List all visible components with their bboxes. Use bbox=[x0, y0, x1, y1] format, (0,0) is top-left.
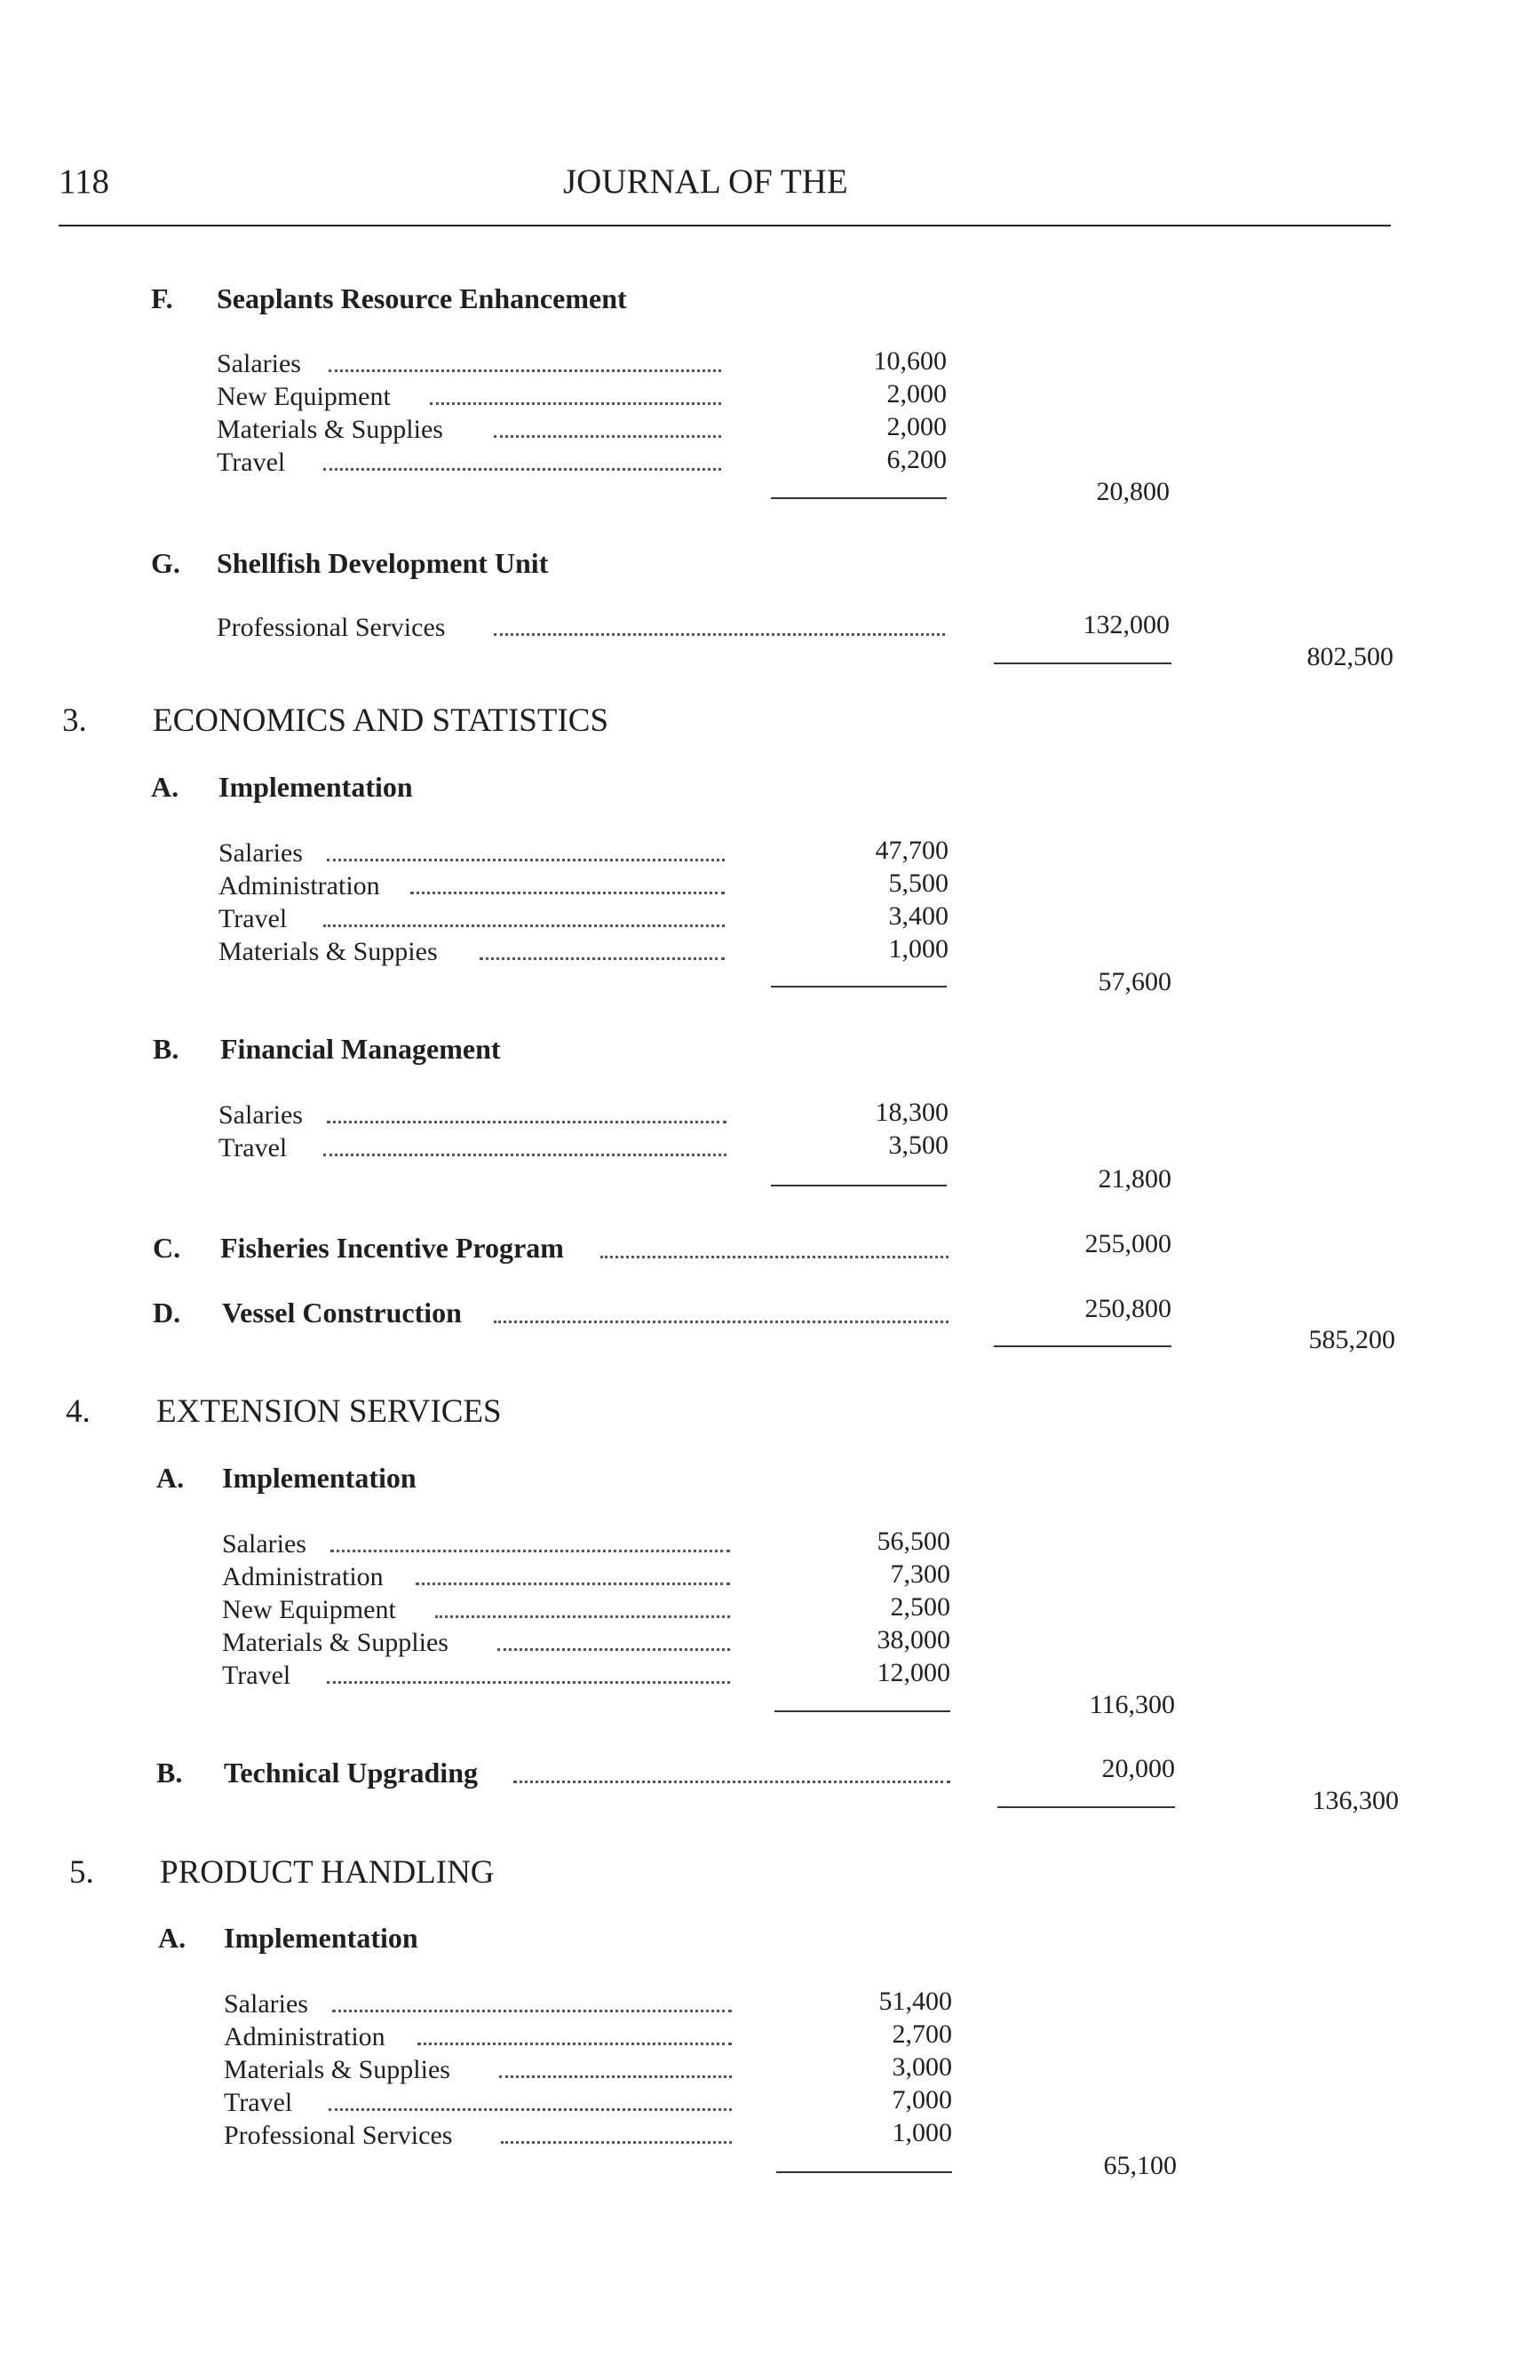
line-item bbox=[224, 2088, 301, 2118]
item-amount: 3,500 bbox=[888, 1130, 949, 1160]
subsection-letter: B. bbox=[156, 1757, 183, 1789]
item-label: Travel bbox=[218, 904, 296, 934]
subsection-title bbox=[224, 1757, 487, 1789]
item-amount: 1,000 bbox=[892, 2118, 952, 2147]
dot-leader bbox=[499, 2072, 732, 2078]
subtotal-rule bbox=[771, 986, 947, 988]
item-amount: 2,000 bbox=[886, 412, 947, 441]
dot-leader bbox=[417, 2039, 732, 2045]
item-amount: 47,700 bbox=[875, 836, 949, 865]
line-item bbox=[224, 2121, 461, 2151]
section-number: 5. bbox=[69, 1854, 94, 1891]
subsection-title bbox=[220, 1232, 573, 1265]
dot-leader bbox=[430, 399, 721, 405]
subsection-title bbox=[222, 1297, 471, 1329]
subtotal-amount: 116,300 bbox=[1089, 1690, 1175, 1719]
section-total: 585,200 bbox=[1308, 1325, 1395, 1354]
line-item bbox=[217, 349, 310, 379]
dot-leader bbox=[494, 432, 721, 438]
line-item bbox=[217, 415, 452, 445]
section-title: PRODUCT HANDLING bbox=[160, 1854, 495, 1891]
item-amount: 5,500 bbox=[888, 869, 949, 898]
item-amount: 7,300 bbox=[890, 1559, 950, 1589]
subtotal-rule bbox=[771, 497, 947, 499]
subsection-title-text: Vessel Construction bbox=[222, 1297, 471, 1329]
dot-leader bbox=[323, 464, 721, 471]
item-label: Travel bbox=[217, 448, 294, 478]
item-label: Administration bbox=[222, 1562, 393, 1592]
section-total: 802,500 bbox=[1306, 642, 1393, 671]
line-item bbox=[217, 382, 400, 412]
dot-leader bbox=[480, 954, 725, 960]
item-label: Salaries bbox=[218, 838, 312, 869]
dot-leader bbox=[327, 1678, 730, 1684]
item-amount: 20,000 bbox=[1101, 1754, 1175, 1783]
dot-leader bbox=[329, 2105, 732, 2111]
item-label: Professional Services bbox=[217, 613, 454, 643]
header-rule bbox=[59, 225, 1391, 226]
running-title: JOURNAL OF THE bbox=[563, 163, 848, 201]
dot-leader bbox=[330, 1546, 730, 1552]
item-label: Administration bbox=[224, 2022, 394, 2052]
item-label: Travel bbox=[222, 1661, 299, 1691]
item-label: Administration bbox=[218, 871, 389, 901]
subsection-title-text: Technical Upgrading bbox=[224, 1757, 487, 1789]
line-item bbox=[218, 871, 389, 901]
dot-leader bbox=[416, 1579, 730, 1585]
dot-leader bbox=[410, 888, 725, 894]
item-amount: 10,600 bbox=[873, 346, 947, 376]
subsection-heading-f bbox=[151, 282, 173, 315]
item-label: Travel bbox=[224, 2088, 301, 2118]
dot-leader bbox=[494, 1317, 949, 1323]
line-item bbox=[222, 1661, 299, 1691]
item-label: Salaries bbox=[217, 349, 310, 379]
subsection-letter: D. bbox=[153, 1297, 181, 1329]
item-amount: 18,300 bbox=[875, 1098, 949, 1127]
line-item bbox=[224, 2055, 459, 2085]
section-title: ECONOMICS AND STATISTICS bbox=[153, 702, 609, 739]
subtotal-amount: 21,800 bbox=[1098, 1164, 1171, 1194]
section-title: EXTENSION SERVICES bbox=[156, 1393, 502, 1430]
subtotal-amount: 57,600 bbox=[1098, 967, 1171, 996]
item-amount: 2,700 bbox=[892, 2019, 952, 2049]
line-item bbox=[222, 1562, 393, 1592]
item-label: Salaries bbox=[222, 1529, 315, 1559]
item-label: Materials & Suppies bbox=[218, 937, 447, 967]
item-amount: 2,500 bbox=[890, 1592, 950, 1622]
subsection-title: Implementation bbox=[222, 1462, 417, 1494]
item-amount: 3,000 bbox=[892, 2052, 952, 2082]
item-amount: 1,000 bbox=[888, 934, 949, 964]
line-item bbox=[222, 1595, 405, 1625]
item-amount: 7,000 bbox=[892, 2085, 952, 2114]
subtotal-rule bbox=[997, 1806, 1175, 1808]
item-amount: 2,000 bbox=[886, 379, 947, 409]
section-total: 136,300 bbox=[1312, 1786, 1399, 1815]
item-label: New Equipment bbox=[222, 1595, 405, 1625]
line-item bbox=[218, 1100, 312, 1130]
dot-leader bbox=[332, 2006, 732, 2012]
subtotal-rule bbox=[774, 1710, 950, 1712]
item-label: Travel bbox=[218, 1133, 296, 1163]
subtotal-rule bbox=[771, 1185, 947, 1186]
item-amount: 6,200 bbox=[886, 445, 947, 474]
subsection-letter: A. bbox=[151, 771, 179, 803]
item-label: Materials & Supplies bbox=[222, 1628, 457, 1658]
dot-leader bbox=[323, 1150, 726, 1156]
subsection-title: Financial Management bbox=[220, 1033, 501, 1065]
subsection-title-g: Shellfish Development Unit bbox=[217, 547, 549, 579]
dot-leader bbox=[323, 921, 725, 927]
item-label: Professional Services bbox=[224, 2121, 461, 2151]
subsection-title: Implementation bbox=[224, 1922, 418, 1954]
subtotal-rule bbox=[994, 662, 1171, 664]
subsection-letter: A. bbox=[158, 1922, 187, 1954]
item-label: Salaries bbox=[218, 1100, 312, 1130]
item-amount: 255,000 bbox=[1084, 1229, 1171, 1258]
page-number: 118 bbox=[59, 163, 110, 201]
line-item bbox=[222, 1628, 457, 1658]
item-label: Salaries bbox=[224, 1989, 317, 2019]
line-item bbox=[222, 1529, 315, 1559]
dot-leader bbox=[494, 630, 945, 636]
subtotal-amount: 20,800 bbox=[1096, 477, 1170, 506]
dot-leader bbox=[327, 855, 725, 861]
subtotal-rule bbox=[776, 2171, 952, 2173]
subsection-letter: G. bbox=[151, 547, 180, 579]
line-item bbox=[218, 1133, 296, 1163]
dot-leader bbox=[497, 1645, 730, 1651]
dot-leader bbox=[513, 1777, 950, 1783]
subsection-title-f: Seaplants Resource Enhancement bbox=[217, 282, 627, 314]
item-amount: 38,000 bbox=[877, 1625, 950, 1654]
item-amount: 51,400 bbox=[878, 1987, 952, 2016]
item-amount: 12,000 bbox=[877, 1658, 950, 1687]
line-item bbox=[218, 904, 296, 934]
item-label: Materials & Supplies bbox=[217, 415, 452, 445]
dot-leader bbox=[600, 1252, 949, 1258]
item-amount: 250,800 bbox=[1084, 1294, 1171, 1323]
line-item bbox=[224, 1989, 317, 2019]
subsection-letter: A. bbox=[156, 1462, 185, 1494]
line-item bbox=[218, 838, 312, 869]
line-item bbox=[217, 448, 294, 478]
subtotal-rule bbox=[994, 1345, 1171, 1347]
dot-leader bbox=[329, 366, 721, 372]
line-item bbox=[224, 2022, 394, 2052]
subsection-letter: F. bbox=[151, 282, 173, 314]
line-item bbox=[217, 613, 454, 643]
subsection-title: Implementation bbox=[218, 771, 413, 803]
item-amount: 3,400 bbox=[888, 901, 949, 931]
subtotal-amount: 65,100 bbox=[1103, 2151, 1177, 2180]
line-item bbox=[218, 937, 447, 967]
item-label: New Equipment bbox=[217, 382, 400, 412]
item-label: Materials & Supplies bbox=[224, 2055, 459, 2085]
item-amount: 132,000 bbox=[1083, 610, 1170, 639]
dot-leader bbox=[501, 2138, 732, 2144]
subsection-letter: B. bbox=[153, 1033, 179, 1065]
subsection-title-text: Fisheries Incentive Program bbox=[220, 1232, 573, 1265]
section-number: 4. bbox=[66, 1393, 91, 1430]
section-number: 3. bbox=[62, 702, 87, 739]
item-amount: 56,500 bbox=[877, 1527, 950, 1556]
subsection-letter: C. bbox=[153, 1232, 181, 1264]
dot-leader bbox=[327, 1117, 726, 1123]
dot-leader bbox=[435, 1612, 730, 1618]
